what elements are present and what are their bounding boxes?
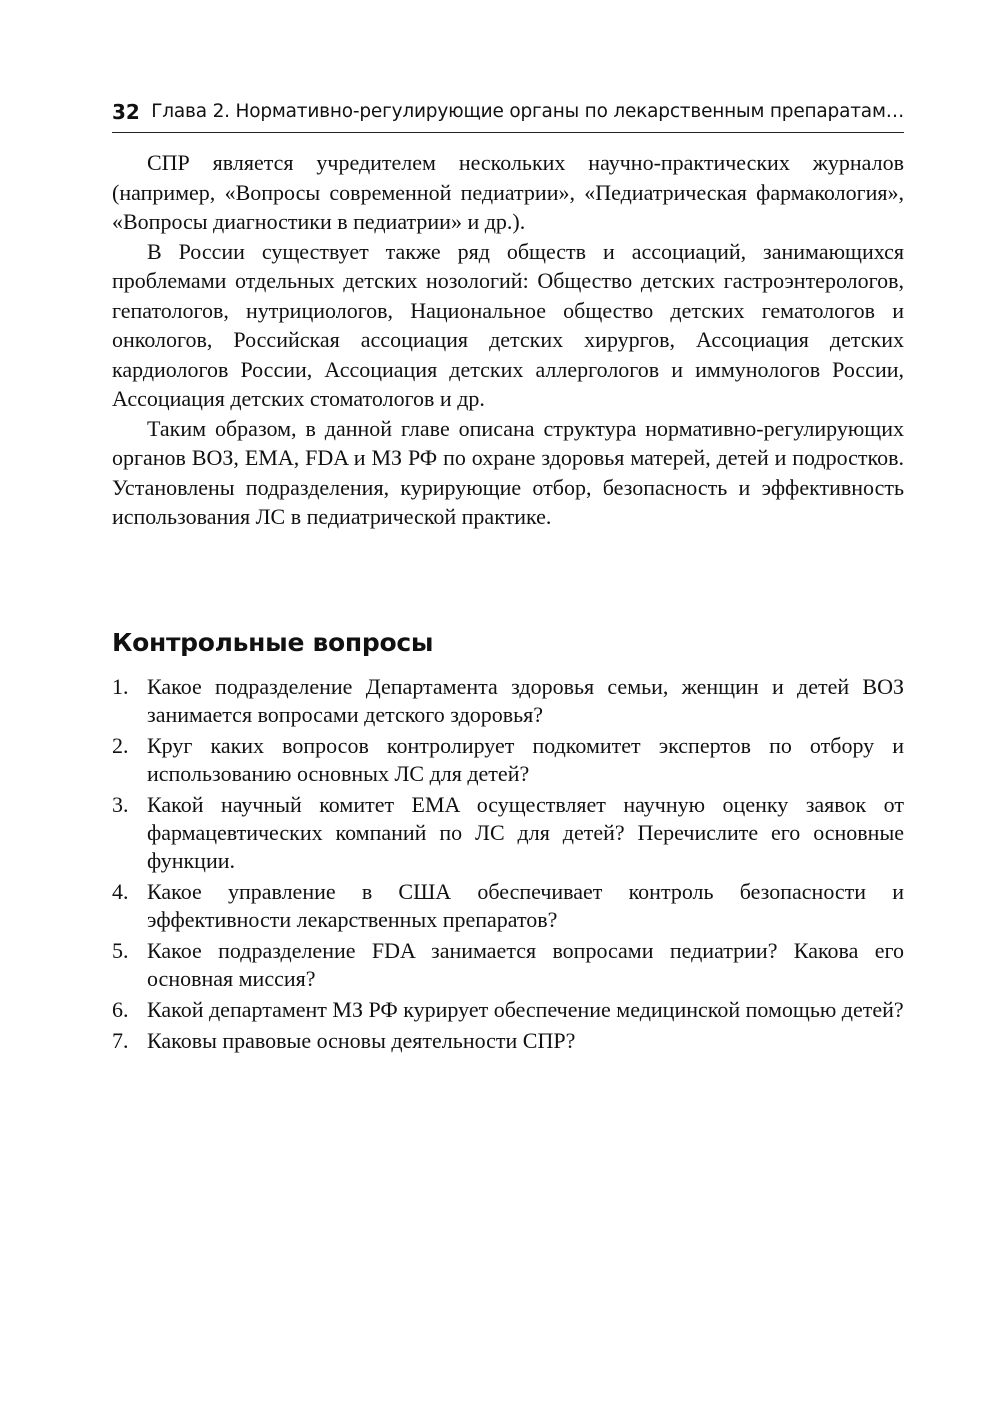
list-item-text: Какое подразделение Департамента здоровья семьи, женщин и детей ВОЗ занимается вопросами детского здоровья?: [147, 674, 904, 727]
list-item: [112, 996, 904, 1024]
list-item-number: 1.: [112, 674, 129, 699]
list-item-text: Какое управление в США обеспечивает контроль безопасности и эффективности лекарственных препаратов?: [147, 879, 904, 932]
list-item: [112, 673, 904, 729]
chapter-title: Глава 2. Нормативно-регулирующие органы по лекарственным препаратам…: [151, 101, 904, 122]
body-text: [112, 148, 904, 532]
page-number: 32: [112, 100, 140, 124]
list-item-text: Какой департамент МЗ РФ курирует обеспечение медицинской помощью детей?: [147, 997, 904, 1022]
list-item-number: 4.: [112, 879, 129, 904]
list-item-number: 2.: [112, 733, 129, 758]
paragraph: СПР является учредителем нескольких научно-практических журналов (например, «Вопросы современной педиатрии», «Педиатрическая фармакология», «Вопросы диагностики в педиатрии» и др.).: [112, 150, 904, 234]
list-item: [112, 732, 904, 788]
list-item: [112, 878, 904, 934]
list-item-text: Каковы правовые основы деятельности СПР?: [147, 1028, 576, 1053]
paragraph: Таким образом, в данной главе описана структура нормативно-регулирующих органов ВОЗ, EMA, FDA и МЗ РФ по охране здоровья матерей, детей и подростков. Установлены подразделения, курирующие отбор, безопасность и эффективность использования ЛС в педиатрической практике.: [112, 415, 904, 529]
list-item-number: 5.: [112, 938, 129, 963]
list-item: [112, 937, 904, 993]
list-item-number: 6.: [112, 997, 129, 1022]
list-item-number: 3.: [112, 792, 129, 817]
list-item: [112, 1027, 904, 1055]
questions-list: [112, 673, 904, 1058]
list-item-number: 7.: [112, 1028, 129, 1053]
running-header: [112, 98, 904, 133]
paragraph: В России существует также ряд обществ и ассоциаций, занимающихся проблемами отдельных детских нозологий: Общество детских гастроэнтерологов, гепатологов, нутрициологов, Национальное общество детских гематологов и онкологов, Российская ассоциация детских хирургов, Ассоциация детских кардиологов России, Ассоциация детских аллергологов и иммунологов России, Ассоциация детских стоматологов и др.: [112, 238, 904, 411]
list-item-text: Какой научный комитет EMA осуществляет научную оценку заявок от фармацевтических компаний по ЛС для детей? Перечислите его основные функции.: [147, 792, 904, 873]
list-item: [112, 791, 904, 875]
section-heading: Контрольные вопросы: [112, 628, 434, 657]
list-item-text: Круг каких вопросов контролирует подкомитет экспертов по отбору и использованию основных ЛС для детей?: [147, 733, 904, 786]
list-item-text: Какое подразделение FDA занимается вопросами педиатрии? Какова его основная миссия?: [147, 938, 904, 991]
